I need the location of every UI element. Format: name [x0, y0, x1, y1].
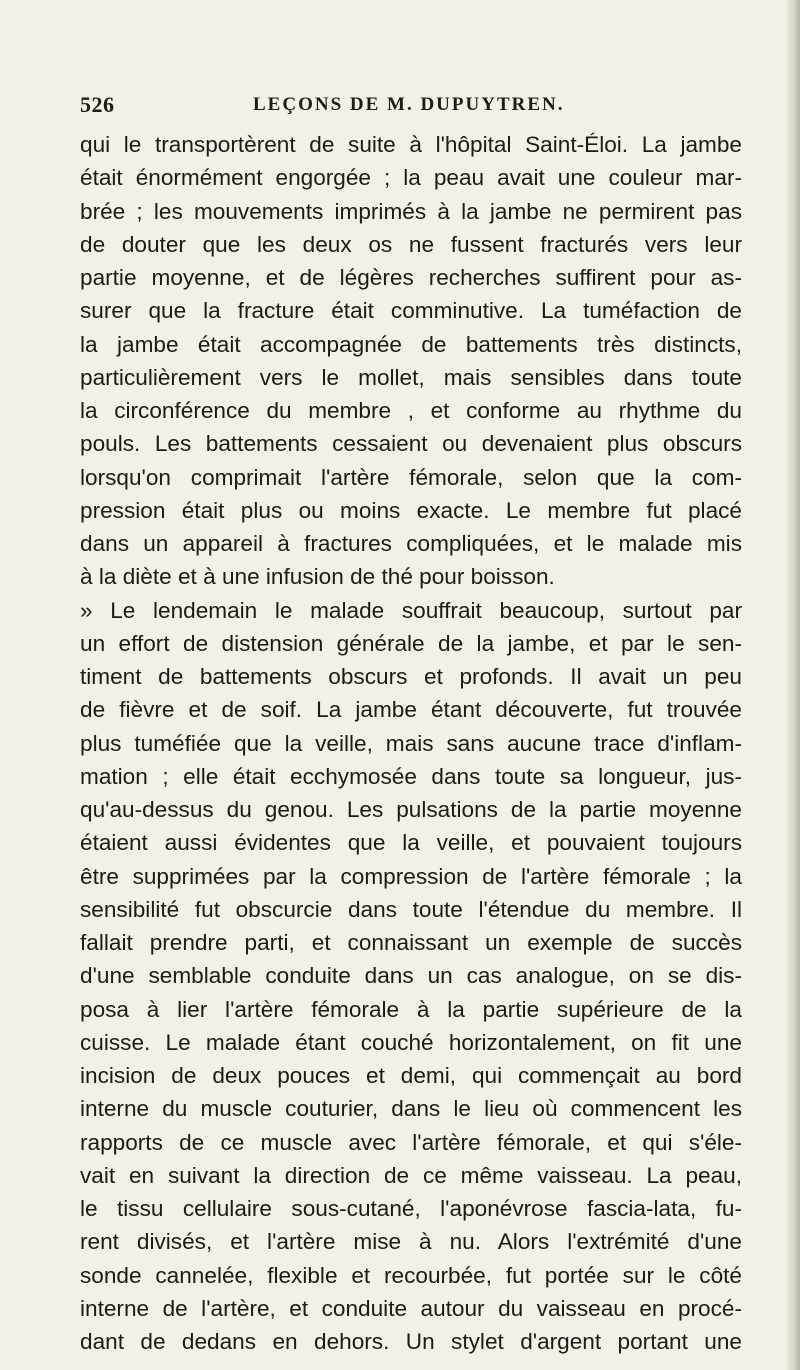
text-line: posa à lier l'artère fémorale à la partie supérieure de la: [80, 996, 742, 1022]
page-number: 526: [80, 92, 115, 117]
page-edge: [786, 0, 800, 1370]
text-line: lorsqu'on comprimait l'artère fémorale, selon que la com-: [80, 464, 742, 490]
text-line: brée ; les mouvements imprimés à la jambe ne permirent pas: [80, 198, 742, 224]
body-text: [80, 128, 742, 1358]
text-line: timent de battements obscurs et profonds. Il avait un peu: [80, 664, 742, 689]
text-line: qui le transportèrent de suite à l'hôpital Saint-Éloi. La jambe: [80, 132, 742, 157]
text-line: un effort de distension générale de la jambe, et par le sen-: [80, 630, 742, 656]
text-line: fallait prendre parti, et connaissant un exemple de succès: [80, 930, 742, 955]
text-line: cuisse. Le malade étant couché horizontalement, on fit une: [80, 1029, 742, 1055]
text-line: d'une semblable conduite dans un cas analogue, on se dis-: [80, 963, 742, 989]
text-line: surer que la fracture était comminutive. La tuméfaction de: [80, 298, 742, 324]
text-line: sonde cannelée, flexible et recourbée, fut portée sur le côté: [80, 1262, 742, 1288]
text-line: étaient aussi évidentes que la veille, et pouvaient toujours: [80, 830, 742, 856]
text-line: interne du muscle couturier, dans le lieu où commencent les: [80, 1096, 742, 1122]
text-line: vait en suivant la direction de ce même vaisseau. La peau,: [80, 1162, 742, 1188]
text-line: sensibilité fut obscurcie dans toute l'étendue du membre. Il: [80, 896, 742, 922]
text-line: de douter que les deux os ne fussent fracturés vers leur: [80, 231, 742, 257]
text-line: la circonférence du membre , et conforme au rhythme du: [80, 398, 742, 423]
text-line: de fièvre et de soif. La jambe étant découverte, fut trouvée: [80, 697, 742, 723]
text-line: particulièrement vers le mollet, mais sensibles dans toute: [80, 364, 742, 390]
text-line: interne de l'artère, et conduite autour du vaisseau en procé-: [80, 1295, 742, 1321]
page-header: [80, 92, 740, 122]
text-line: la jambe était accompagnée de battements très distincts,: [80, 331, 742, 357]
text-line: partie moyenne, et de légères recherches suffirent pour as-: [80, 265, 742, 290]
text-line: plus tuméfiée que la veille, mais sans aucune trace d'inflam-: [80, 730, 742, 756]
text-line: dans un appareil à fractures compliquées, et le malade mis: [80, 531, 742, 556]
text-line: être supprimées par la compression de l'artère fémorale ; la: [80, 863, 742, 889]
text-line: incision de deux pouces et demi, qui commençait au bord: [80, 1063, 742, 1088]
text-line: pouls. Les battements cessaient ou devenaient plus obscurs: [80, 431, 742, 457]
running-head: LEÇONS DE M. DUPUYTREN.: [253, 94, 565, 115]
text-line: mation ; elle était ecchymosée dans toute sa longueur, jus-: [80, 763, 742, 789]
text-line: le tissu cellulaire sous-cutané, l'aponévrose fascia-lata, fu-: [80, 1196, 742, 1221]
text-line: était énormément engorgée ; la peau avait une couleur mar-: [80, 165, 742, 191]
text-line: rent divisés, et l'artère mise à nu. Alors l'extrémité d'une: [80, 1229, 742, 1255]
text-line: pression était plus ou moins exacte. Le membre fut placé: [80, 497, 742, 523]
text-line: dant de dedans en dehors. Un stylet d'argent portant une: [80, 1329, 742, 1354]
text-line: » Le lendemain le malade souffrait beaucoup, surtout par: [80, 597, 742, 623]
text-line: rapports de ce muscle avec l'artère fémorale, et qui s'éle-: [80, 1129, 742, 1155]
text-line: qu'au-dessus du genou. Les pulsations de la partie moyenne: [80, 797, 742, 822]
text-line: à la diète et à une infusion de thé pour boisson.: [80, 564, 555, 590]
